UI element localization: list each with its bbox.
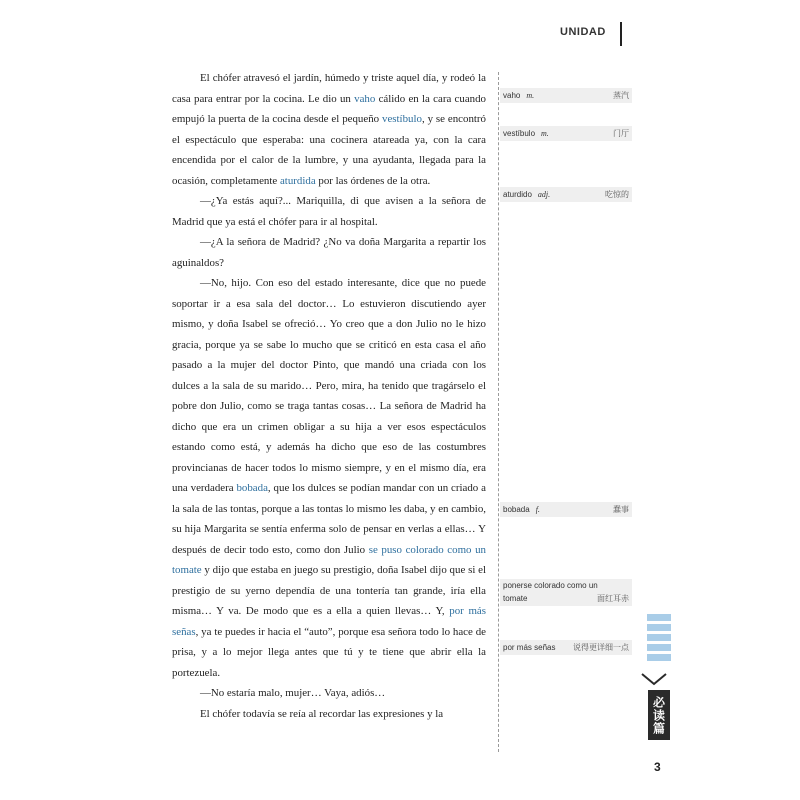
gloss-translation: 面红耳赤: [597, 594, 629, 603]
margin-divider: [498, 72, 499, 752]
text-run: —No, hijo. Con eso del estado interesante, dice que no puede soportar ir a esa sala del doctor… Lo estuvieron discutiendo ayer mismo, y doña Isabel se ofreció… Yo creo que a don Julio no le hizo gracia, porque ya se sabe lo mucho que se criticó en esta casa el año pasado a la mujer del doctor Pinto, que mandó una criada con los dulces a la sala de su marido… Pero, mira, ha tenido que tragárselo el pobre don Julio, como se traga tantas cosas… La señora de Madrid ha dicho que era un crimen obligar a su hija a ver esos espectáculos estando como está, y además ha dicho que eso de las costumbres provincianas de hacer todos lo mismo siempre, y en el mismo día, era una verdadera: [172, 277, 486, 494]
header-divider: [620, 22, 622, 46]
gloss-item-por-mas-senas: [500, 640, 632, 655]
page-number: 3: [654, 760, 661, 774]
text-run: El chófer todavía se reía al recordar las expresiones y la: [200, 707, 444, 720]
gloss-pos: m.: [541, 129, 549, 138]
keyword-highlight: se puso colorado como un tomate: [172, 543, 486, 576]
gloss-term: por más señas: [503, 643, 556, 652]
text-run: —¿Ya estás aquí?... Mariquilla, di que avisen a la señora de Madrid que ya está el chófer para ir al hospital.: [172, 195, 486, 228]
paragraph: [172, 68, 486, 191]
tab-stripe: [647, 614, 671, 621]
text-run: por las órdenes de la otra.: [315, 174, 431, 187]
gloss-term: vaho: [503, 91, 521, 100]
unit-header: UNIDAD: [560, 26, 606, 38]
paragraph: [172, 232, 486, 273]
tab-stripe: [647, 624, 671, 631]
gloss-translation: 吃惊的: [605, 190, 629, 199]
text-run: , que los dulces se podían mandar con un criado a la sala de las tontas, porque a las tontas lo mismo les daba, y en cambio, su hija Margarita se sentía enferma solo de pensar en verlas a ellas… Y después de decir todo esto, como don Julio: [172, 482, 486, 556]
gloss-term: aturdido: [503, 190, 532, 199]
gloss-translation: 说得更详细一点: [573, 643, 629, 652]
gloss-term-continued: tomate: [503, 594, 528, 603]
gloss-item-vestibulo: [500, 126, 632, 141]
text-run: —¿A la señora de Madrid? ¿No va doña Margarita a repartir los aguinaldos?: [172, 236, 486, 269]
text-run: El chófer atravesó el jardín, húmedo y triste aquel día, y rodeó la casa para entrar por la cocina. Le dio un: [172, 72, 486, 105]
gloss-pos: adj.: [537, 190, 551, 199]
gloss-item-aturdido: [500, 187, 632, 202]
keyword-highlight: bobada: [236, 482, 268, 494]
gloss-item-ponerse-colorado: [500, 579, 632, 606]
gloss-translation: 蒸汽: [613, 91, 629, 100]
paragraph: [172, 704, 486, 725]
reading-text: [172, 68, 486, 724]
section-side-tab[interactable]: 必读篇: [648, 690, 670, 740]
text-run: cálido en la cara cuando empujó la puerta de la cocina desde el pequeño: [172, 92, 486, 125]
tab-stripes: [647, 614, 671, 664]
gloss-term: vestíbulo: [503, 129, 536, 138]
tab-stripe: [647, 654, 671, 661]
gloss-term: bobada: [503, 505, 530, 514]
tab-stripe: [647, 644, 671, 651]
paragraph: [172, 273, 486, 683]
gloss-translation: 蠢事: [613, 505, 629, 514]
keyword-highlight: por más señas: [172, 605, 486, 638]
text-run: y dijo que estaba en juego su prestigio, doña Isabel dijo que si el prestigio de su yerno dependía de una tontería tan grande, iría ella misma… Y va. De modo que es a ella a quien llevas… Y,: [172, 564, 486, 617]
text-run: , y se encontró el espectáculo que esperaba: una cocinera atareada ya, con la cara encendida por el calor de la lumbre, y una ayudanta, llegada para la ocasión, completamente: [172, 113, 486, 187]
gloss-pos: f.: [535, 505, 540, 514]
keyword-highlight: vestíbulo: [382, 113, 422, 125]
text-run: —No estaría malo, mujer… Vaya, adiós…: [200, 687, 386, 699]
text-run: , ya te puedes ir hacia el “auto”, porque esa señora todo lo hace de prisa, y a lo mejor llega antes que tú y te tiene que abrir ella la portezuela.: [172, 625, 486, 679]
gloss-item-vaho: [500, 88, 632, 103]
paragraph: [172, 683, 486, 704]
gloss-item-bobada: [500, 502, 632, 517]
keyword-highlight: aturdida: [279, 174, 316, 187]
gloss-translation: 门厅: [613, 129, 629, 138]
tab-stripe: [647, 634, 671, 641]
gloss-term: ponerse colorado como un: [503, 581, 598, 590]
gloss-pos: m.: [526, 91, 535, 100]
paragraph: [172, 191, 486, 232]
keyword-highlight: vaho: [354, 92, 376, 105]
chevron-down-icon: [640, 672, 668, 686]
